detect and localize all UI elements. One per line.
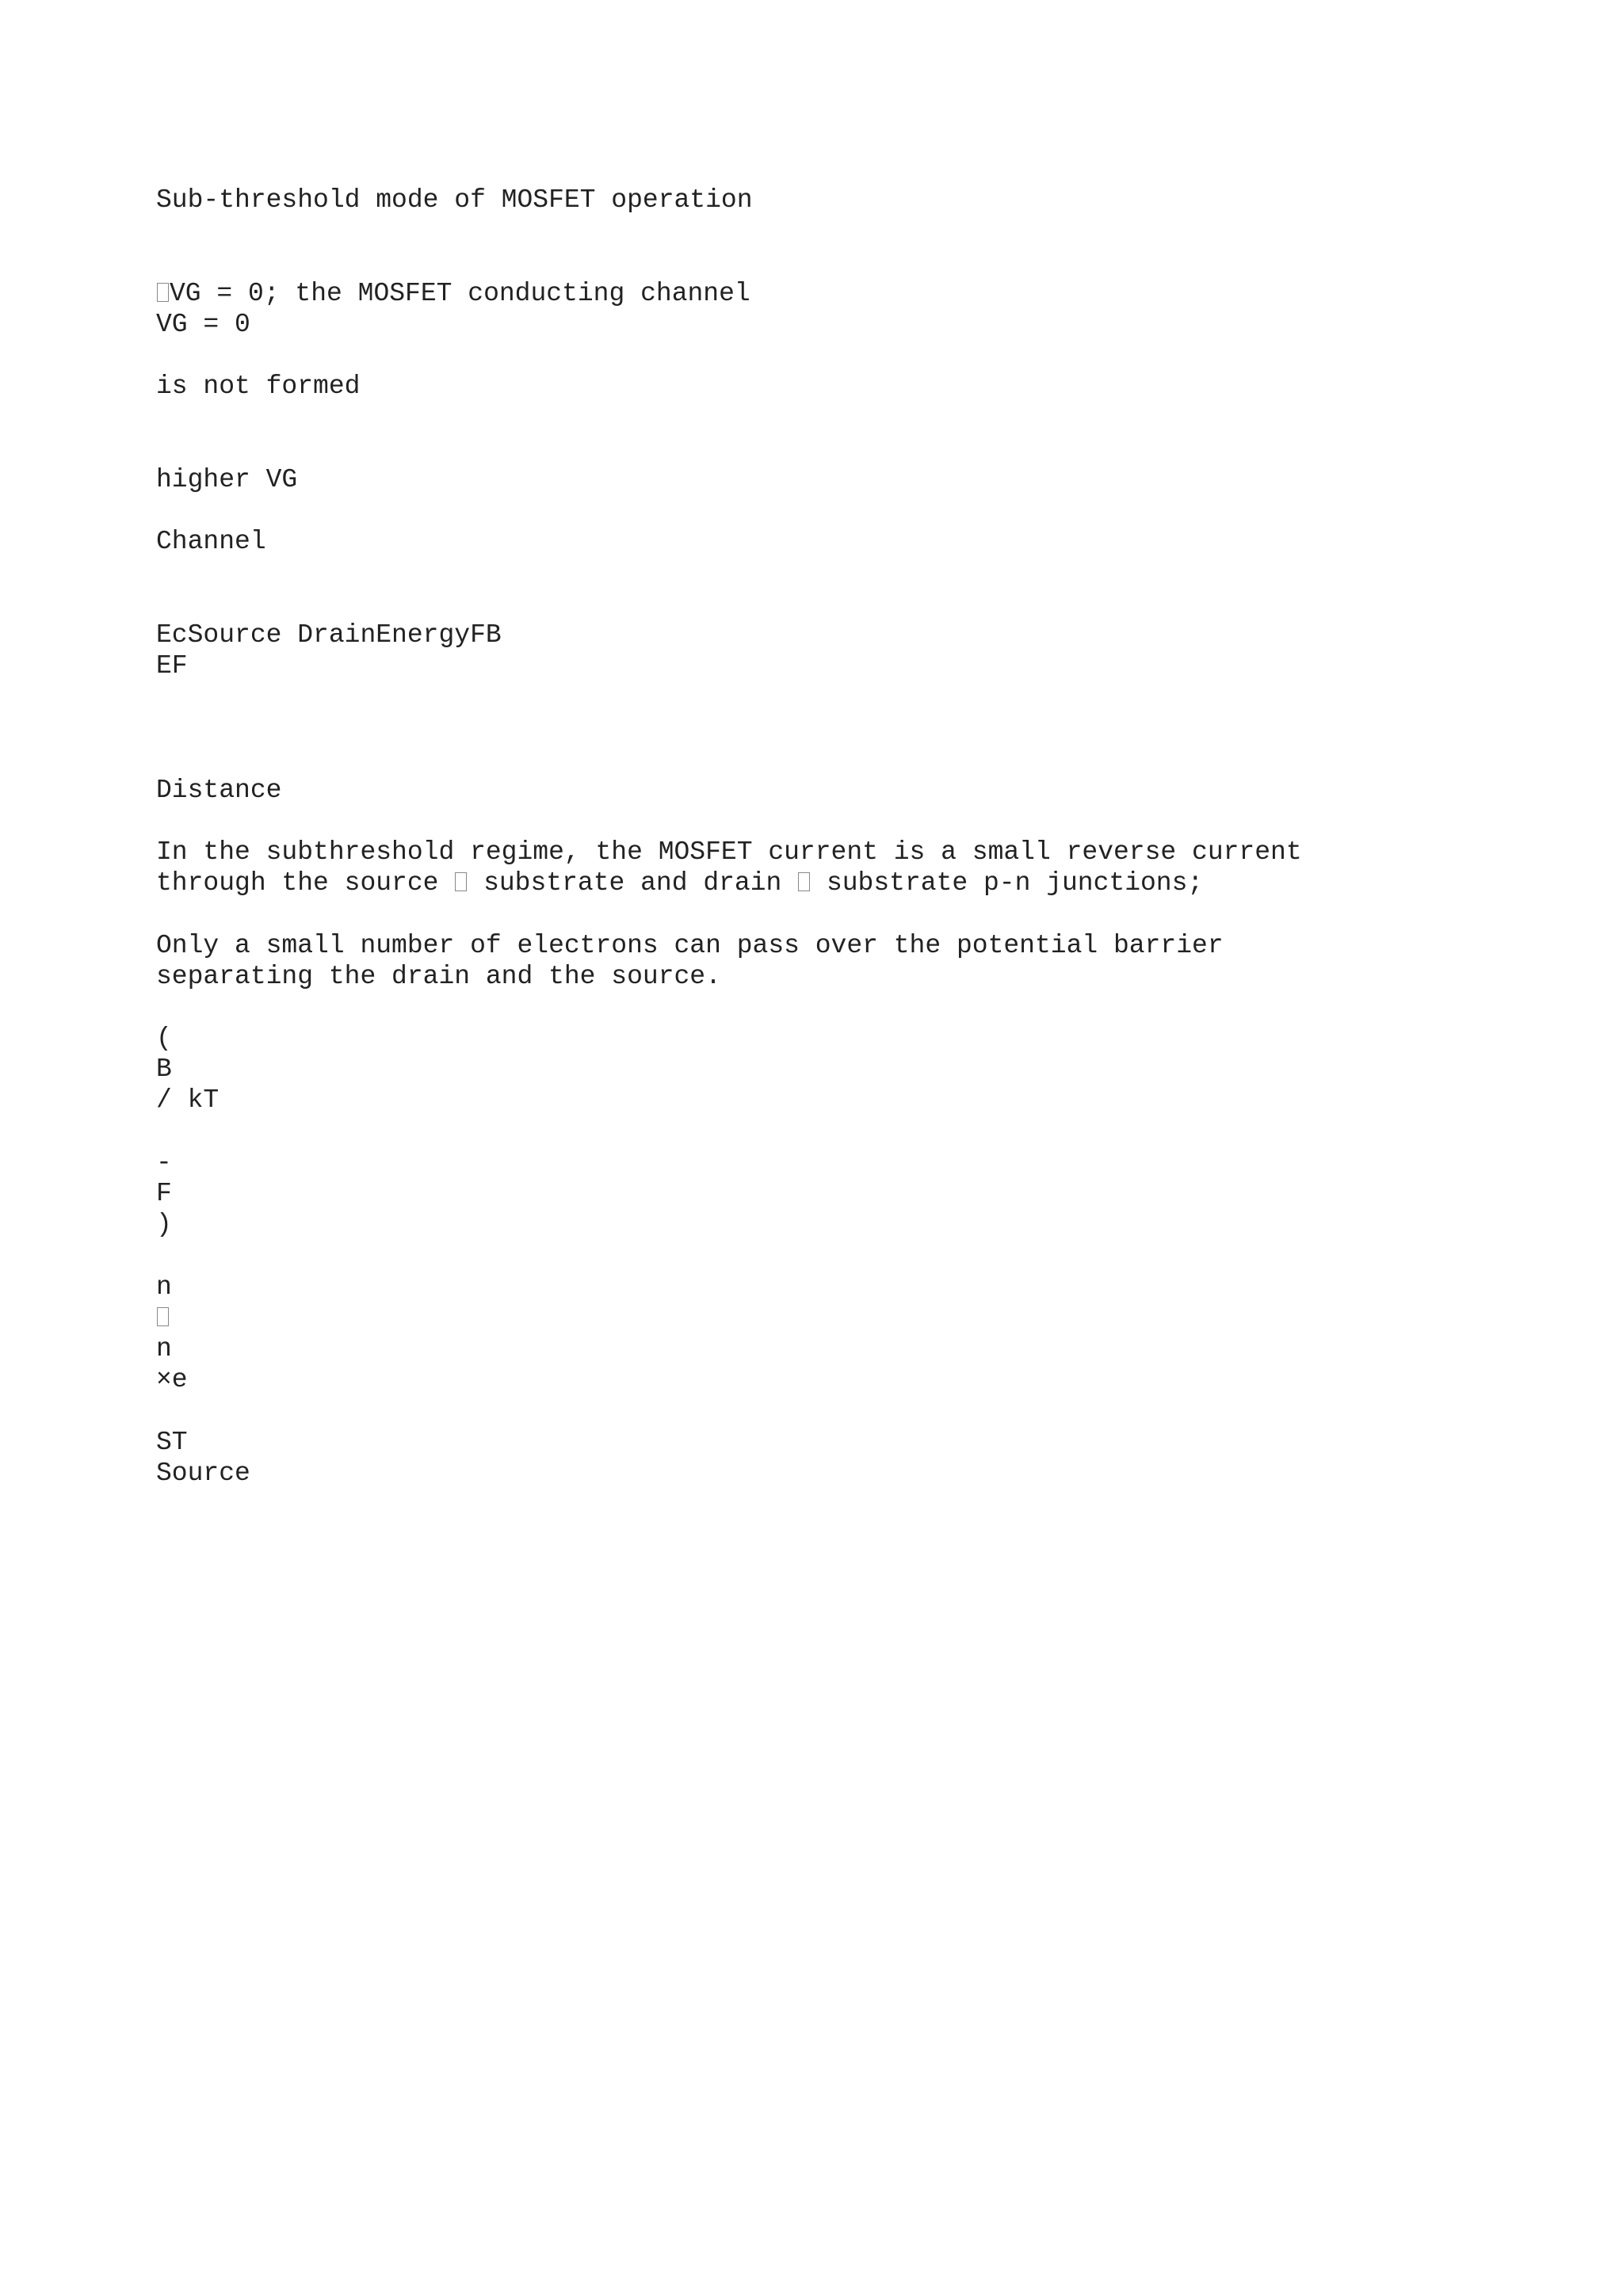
formula-n-1: n <box>156 1272 172 1302</box>
formula-times-e: ×e <box>156 1365 188 1395</box>
paragraph-1-line-2 <box>156 868 1519 898</box>
formula-st: ST <box>156 1427 188 1457</box>
missing-glyph-icon <box>157 283 169 302</box>
blank-line <box>156 215 1519 246</box>
paragraph-1-segment: substrate p-n junctions; <box>811 868 1204 898</box>
band-diagram-labels: EcSource DrainEnergyFB <box>156 620 502 650</box>
blank-line <box>156 681 1519 712</box>
blank-line <box>156 246 1519 277</box>
missing-glyph-icon <box>455 872 467 891</box>
blank-line <box>156 557 1519 588</box>
formula-kt: / kT <box>156 1085 220 1116</box>
formula-dash: - <box>156 1147 172 1177</box>
blank-line <box>156 588 1519 619</box>
blank-line <box>156 495 1519 526</box>
formula-missing-glyph-line <box>156 1302 1519 1333</box>
blank-line <box>156 992 1519 1023</box>
channel-label: Channel <box>156 527 266 557</box>
formula-source: Source <box>156 1458 250 1488</box>
blank-line <box>156 712 1519 743</box>
paragraph-1-line-1: In the subthreshold regime, the MOSFET current is a small reverse current <box>156 837 1302 867</box>
paragraph-2-line-2: separating the drain and the source. <box>156 961 721 991</box>
formula-n-2: n <box>156 1333 172 1363</box>
missing-glyph-icon <box>157 1307 169 1326</box>
blank-line <box>156 806 1519 837</box>
fermi-level-label: EF <box>156 650 188 681</box>
blank-line <box>156 340 1519 371</box>
blank-line <box>156 1116 1519 1147</box>
blank-line <box>156 433 1519 464</box>
paragraph-1-segment: substrate and drain <box>468 868 798 898</box>
paragraph-2-line-1: Only a small number of electrons can pass over the potential barrier <box>156 930 1224 960</box>
higher-vg-label: higher VG <box>156 464 298 494</box>
formula-b: B <box>156 1055 172 1085</box>
blank-line <box>156 402 1519 433</box>
distance-label: Distance <box>156 775 282 805</box>
paragraph-1-segment: through the source <box>156 868 455 898</box>
vg-condition-line <box>156 278 1519 309</box>
vg-condition-text: VG = 0; the MOSFET conducting channel <box>170 278 750 308</box>
vg-zero-label: VG = 0 <box>156 309 250 339</box>
blank-line <box>156 898 1519 929</box>
formula-close-paren: ) <box>156 1210 172 1240</box>
blank-line <box>156 1240 1519 1271</box>
missing-glyph-icon <box>798 872 810 891</box>
formula-f: F <box>156 1179 172 1208</box>
not-formed-text: is not formed <box>156 372 361 402</box>
formula-open-paren: ( <box>156 1024 172 1054</box>
document-title: Sub-threshold mode of MOSFET operation <box>156 185 753 215</box>
document-body <box>156 185 1519 1489</box>
blank-line <box>156 1395 1519 1426</box>
blank-line <box>156 743 1519 774</box>
